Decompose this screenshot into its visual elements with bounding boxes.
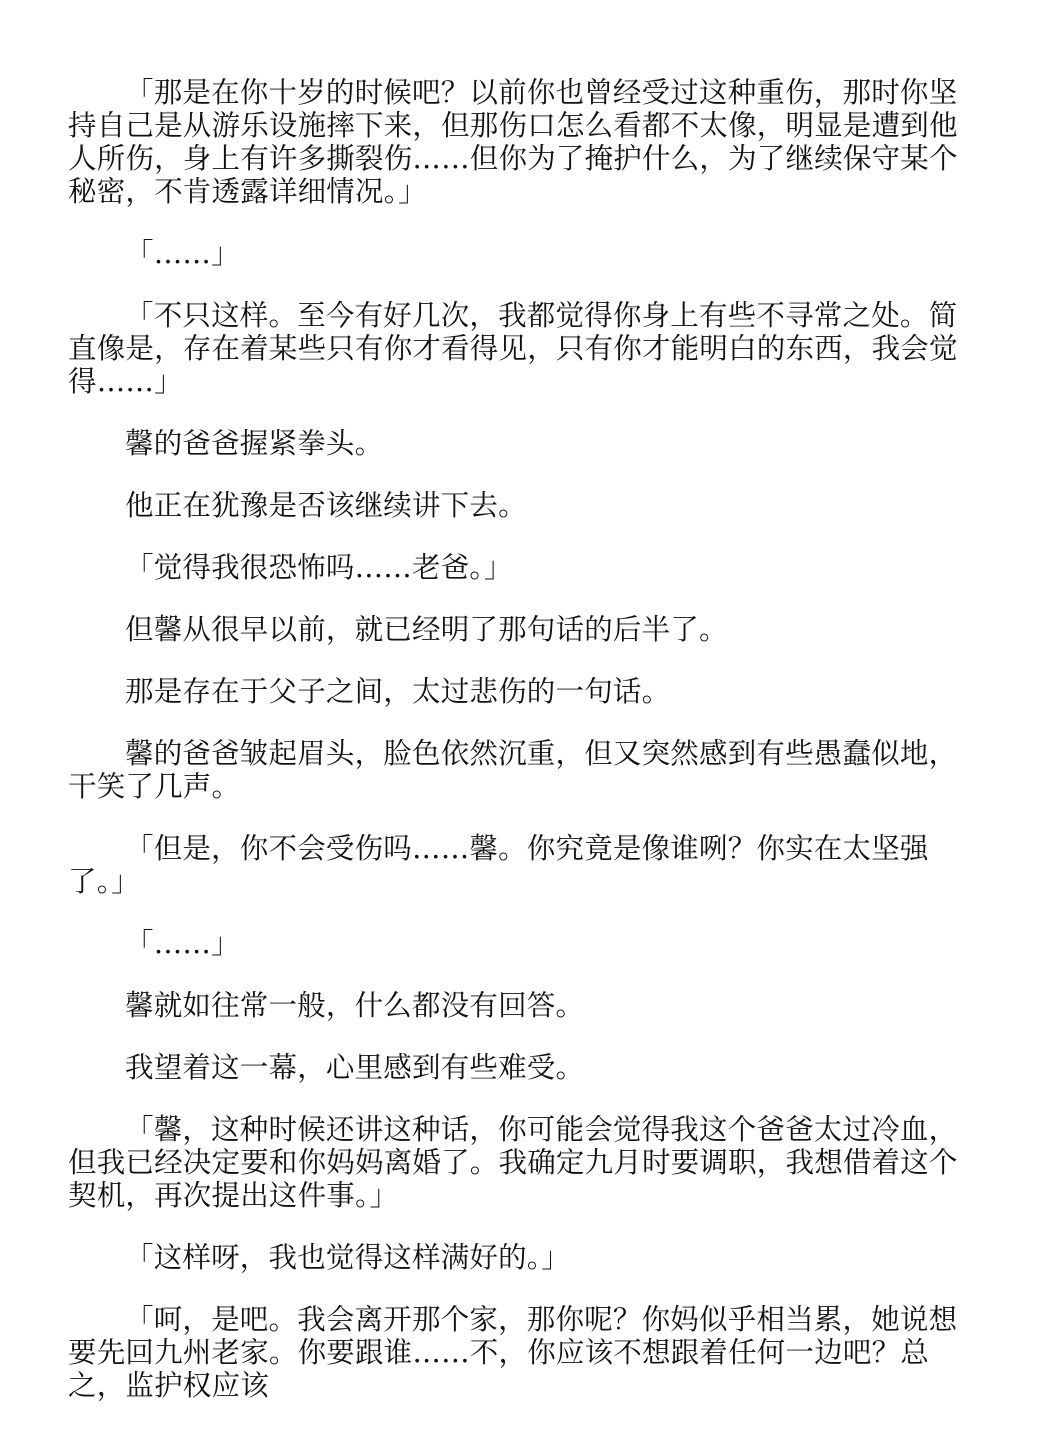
paragraph-4: 馨的爸爸握紧拳头。 bbox=[125, 427, 384, 460]
paragraph-5: 他正在犹豫是否该继续讲下去。 bbox=[125, 489, 527, 522]
paragraph-9: 馨的爸爸皱起眉头，脸色依然沉重，但又突然感到有些愚蠢似地，干笑了几声。 bbox=[68, 737, 958, 803]
paragraph-16: 「呵，是吧。我会离开那个家，那你呢？你妈似乎相当累，她说想要先回九州老家。你要跟谁……不，你应该不想跟着任何一边吧？总之，监护权应该 bbox=[68, 1303, 958, 1402]
document-body bbox=[68, 76, 973, 1431]
paragraph-3: 「不只这样。至今有好几次，我都觉得你身上有些不寻常之处。简直像是，存在着某些只有你才看得见，只有你才能明白的东西，我会觉得……」 bbox=[68, 299, 958, 398]
paragraph-8: 那是存在于父子之间，太过悲伤的一句话。 bbox=[125, 675, 671, 708]
paragraph-1: 「那是在你十岁的时候吧？以前你也曾经受过这种重伤，那时你坚持自己是从游乐设施摔下来，但那伤口怎么看都不太像，明显是遭到他人所伤，身上有许多撕裂伤……但你为了掩护什么，为了继续保守某个秘密，不肯透露详细情况。」 bbox=[68, 76, 958, 208]
paragraph-2: 「……」 bbox=[125, 237, 240, 270]
paragraph-12: 馨就如往常一般，什么都没有回答。 bbox=[125, 989, 585, 1022]
paragraph-11: 「……」 bbox=[125, 927, 240, 960]
paragraph-15: 「这样呀，我也觉得这样满好的。」 bbox=[125, 1241, 570, 1274]
paragraph-7: 但馨从很早以前，就已经明了那句话的后半了。 bbox=[125, 613, 728, 646]
paragraph-14: 「馨，这种时候还讲这种话，你可能会觉得我这个爸爸太过冷血，但我已经决定要和你妈妈离婚了。我确定九月时要调职，我想借着这个契机，再次提出这件事。」 bbox=[68, 1113, 958, 1212]
paragraph-13: 我望着这一幕，心里感到有些难受。 bbox=[125, 1051, 585, 1084]
paragraph-6: 「觉得我很恐怖吗……老爸。」 bbox=[125, 551, 513, 584]
paragraph-10: 「但是，你不会受伤吗……馨。你究竟是像谁咧？你实在太坚强了。」 bbox=[68, 832, 929, 898]
